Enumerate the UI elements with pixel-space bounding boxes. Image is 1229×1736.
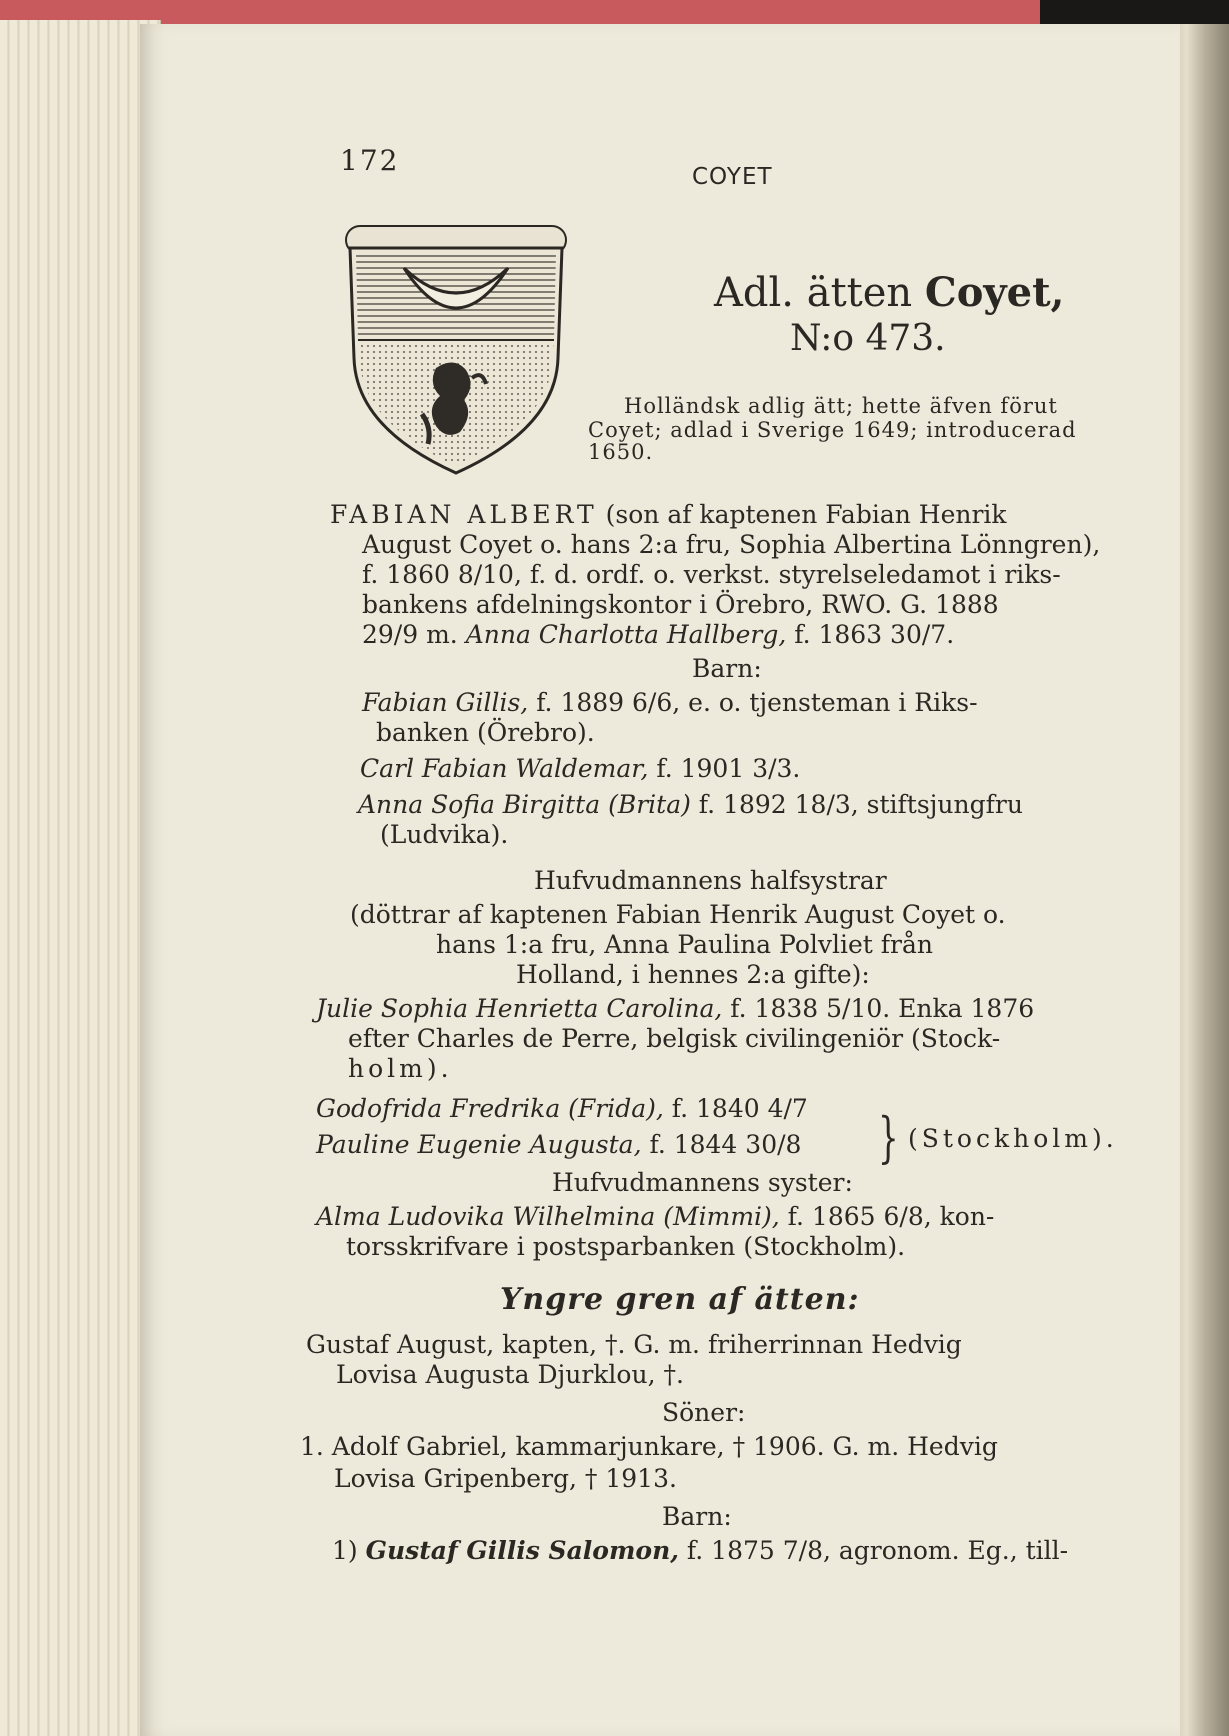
shared-place: (Stockholm). bbox=[908, 1124, 1118, 1153]
child-details: f. 1889 6/6, e. o. tjensteman i Riks- bbox=[528, 688, 978, 717]
barn-heading: Barn: bbox=[662, 1502, 732, 1531]
sister-entry-cont: torsskrifvare i postsparbanken (Stockholm). bbox=[346, 1232, 906, 1261]
grandchild-number: 1) bbox=[332, 1536, 366, 1565]
half-sisters-intro: hans 1:a fru, Anna Paulina Polvliet från bbox=[436, 930, 933, 959]
family-title bbox=[714, 270, 1064, 316]
half-sister-name: Godofrida Fredrika (Frida), bbox=[316, 1094, 664, 1123]
branch-line: Lovisa Augusta Djurklou, †. bbox=[336, 1360, 684, 1389]
coat-of-arms-icon bbox=[336, 218, 576, 480]
grandchild-details: f. 1875 7/8, agronom. Eg., till- bbox=[678, 1536, 1069, 1565]
head-line: f. 1860 8/10, f. d. ordf. o. verkst. styrelseledamot i riks- bbox=[362, 560, 1061, 589]
half-sister-entry bbox=[316, 1130, 801, 1160]
half-sister-name: Julie Sophia Henrietta Carolina, bbox=[316, 994, 723, 1023]
head-text: 29/9 m. bbox=[362, 620, 466, 649]
child-entry-cont: (Ludvika). bbox=[380, 820, 509, 849]
half-sister-entry-cont: efter Charles de Perre, belgisk civilingeniör (Stock- bbox=[348, 1024, 1001, 1053]
brace-icon: } bbox=[878, 1106, 899, 1169]
child-entry bbox=[358, 790, 1023, 820]
half-sister-details: f. 1838 5/10. Enka 1876 bbox=[722, 994, 1035, 1023]
spouse-name: Anna Charlotta Hallberg, bbox=[465, 620, 787, 649]
title-name: Coyet, bbox=[924, 269, 1065, 316]
half-sister-entry-cont: holm). bbox=[348, 1054, 453, 1083]
head-line: bankens afdelningskontor i Örebro, RWO. G. 1888 bbox=[362, 590, 999, 619]
head-line bbox=[362, 620, 954, 650]
half-sisters-intro: (döttrar af kaptenen Fabian Henrik August Coyet o. bbox=[350, 900, 1006, 929]
head-line bbox=[330, 500, 1007, 530]
child-name: Carl Fabian Waldemar, bbox=[360, 754, 649, 783]
page-number: 172 bbox=[340, 144, 400, 177]
child-entry bbox=[360, 754, 800, 784]
child-entry-cont: banken (Örebro). bbox=[376, 718, 595, 747]
head-text: f. 1863 30/7. bbox=[786, 620, 955, 649]
sister-name: Alma Ludovika Wilhelmina (Mimmi), bbox=[316, 1202, 780, 1231]
head-name: FABIAN ALBERT bbox=[330, 500, 598, 529]
child-name: Anna Sofia Birgitta (Brita) bbox=[358, 790, 691, 819]
grandchild-entry bbox=[332, 1536, 1068, 1566]
child-details: f. 1901 3/3. bbox=[648, 754, 801, 783]
grandchild-name: Gustaf Gillis Salomon, bbox=[365, 1536, 679, 1565]
sister-details: f. 1865 6/8, kon- bbox=[779, 1202, 995, 1231]
half-sister-details: f. 1840 4/7 bbox=[663, 1094, 808, 1123]
barn-heading: Barn: bbox=[692, 654, 762, 683]
son-entry: 1. Adolf Gabriel, kammarjunkare, † 1906. G. m. Hedvig bbox=[300, 1432, 998, 1461]
half-sister-details: f. 1844 30/8 bbox=[641, 1130, 802, 1159]
origin-line: Holländsk adlig ätt; hette äfven förut bbox=[624, 394, 1058, 418]
child-name: Fabian Gillis, bbox=[362, 688, 529, 717]
half-sister-name: Pauline Eugenie Augusta, bbox=[316, 1130, 642, 1159]
half-sister-entry bbox=[316, 1094, 808, 1124]
origin-line: Coyet; adlad i Sverige 1649; introducerad bbox=[588, 418, 1077, 442]
book-page-edges bbox=[0, 20, 161, 1736]
head-line: August Coyet o. hans 2:a fru, Sophia Albertina Lönngren), bbox=[362, 530, 1101, 559]
child-details: f. 1892 18/3, stiftsjungfru bbox=[690, 790, 1023, 819]
branch-line: Gustaf August, kapten, †. G. m. friherrinnan Hedvig bbox=[306, 1330, 962, 1359]
sister-heading: Hufvudmannens syster: bbox=[552, 1168, 853, 1197]
soner-heading: Söner: bbox=[662, 1398, 746, 1427]
sister-entry bbox=[316, 1202, 994, 1232]
head-text: (son af kaptenen Fabian Henrik bbox=[597, 500, 1007, 529]
title-prefix: Adl. ätten bbox=[714, 270, 913, 316]
origin-line: 1650. bbox=[588, 440, 654, 464]
section-heading: Yngre gren af ätten: bbox=[500, 1282, 860, 1317]
son-entry-cont: Lovisa Gripenberg, † 1913. bbox=[334, 1464, 677, 1493]
half-sisters-heading: Hufvudmannens halfsystrar bbox=[534, 866, 887, 895]
half-sister-entry bbox=[316, 994, 1034, 1024]
half-sisters-intro: Holland, i hennes 2:a gifte): bbox=[516, 960, 870, 989]
running-head: COYET bbox=[692, 164, 773, 190]
child-entry bbox=[362, 688, 978, 718]
family-number: N:o 473. bbox=[790, 318, 946, 359]
